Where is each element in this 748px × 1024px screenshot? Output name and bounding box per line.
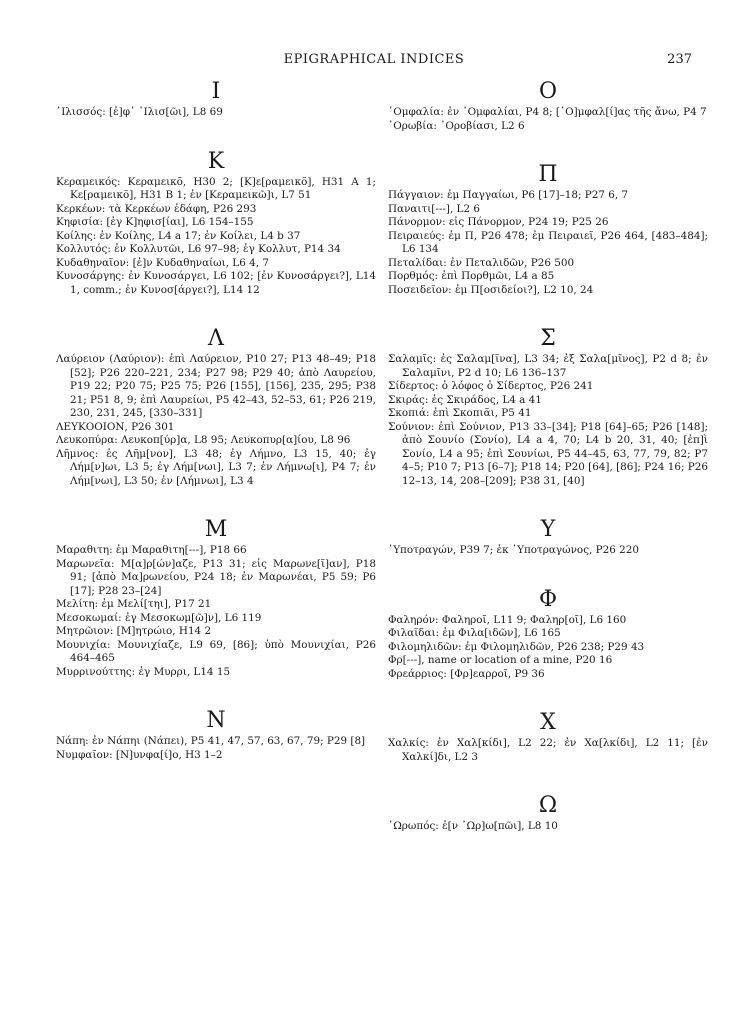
index-section: [56, 78, 376, 120]
section-letter: Λ: [208, 326, 224, 351]
entry-list: [388, 353, 708, 488]
left-column: [56, 78, 376, 790]
entry-list: [388, 189, 708, 297]
index-section: [56, 148, 376, 298]
section-letter: N: [206, 708, 226, 733]
index-entry: Νάπη: ἐν Νάπηι (Νάπει), P5 41, 47, 57, 63, 67, 79; P29 [8]: [56, 735, 366, 747]
index-entry: Σαλαμῖς: ἐς Σαλαμ[ῖνα], L3 34; ἐξ Σαλα[μῖνος], P2 d 8; ἐν Σαλαμῖνι, P2 d 10; L6 136–137: [388, 353, 708, 379]
index-entry: ᾽Ωρωπός: ἐ[ν ᾽Ωρ]ω[πῶι], L8 10: [388, 820, 558, 832]
entry-list: [56, 544, 376, 679]
index-entry: Φρεάρριος: [Φρ]εαρροῖ, P9 36: [388, 667, 545, 680]
index-section: [388, 516, 708, 558]
index-entry: Παναιτι[---], L2 6: [388, 202, 480, 215]
index-entry: Κηφισία: [ἐγ Κ]ηφισ[ίαι], L6 154–155: [56, 216, 254, 228]
index-entry: Πεταλίδαι: ἐν Πεταλιδῶν, P26 500: [388, 256, 575, 269]
index-entry: ᾽Ομφαλία: ἐν ᾽Ομφαλίαι, P4 8; [᾽Ο]μφαλ[ί]ας τῆς ἄνω, P4 7: [388, 106, 707, 118]
entry-list: [56, 176, 376, 298]
index-entry: Πάνορμον: εἰς Πάνορμον, P24 19; P25 26: [388, 216, 609, 228]
index-entry: Σκοπιά: ἐπὶ Σκοπιᾶι, P5 41: [388, 407, 532, 419]
index-entry: Φρ[---], name or location of a mine, P20 16: [388, 654, 613, 666]
index-section: [388, 78, 708, 133]
entry-list: [388, 106, 708, 133]
index-entry: Μεσοκωμαί: ἐγ Μεσοκωμ[ῶ]ν], L6 119: [56, 611, 262, 624]
index-entry: ΛΕΥΚΟΟΙΟΝ, P26 301: [56, 420, 175, 433]
index-entry: Μητρῶιον: [Μ]ητρώιο, H14 2: [56, 625, 212, 637]
entry-list: [388, 737, 708, 764]
index-entry: Μουνιχία: Μουνιχίαζε, L9 69, [86]; ὑπὸ Μουνιχίαι, P26 464–465: [56, 638, 376, 664]
page-number: 237: [667, 52, 692, 67]
entry-list: [56, 735, 376, 762]
index-entry: Μυρρινούττης: ἐγ Μυρρι, L14 15: [56, 665, 231, 678]
index-entry: ᾽Ορωβία: ᾽Οροβίασι, L2 6: [388, 119, 525, 132]
page-header: [0, 52, 748, 72]
index-section: [388, 709, 708, 764]
index-section: [388, 792, 708, 834]
section-letter: Φ: [538, 586, 558, 612]
index-entry: Σούνιον: ἐπὶ Σούνιον, P13 33–[34]; P18 [64]–65; P26 [148]; ἀπὸ Σουνίο (Σονίο), L4 a 4, 70; L4 b 20, 31, 40; [ἐπ]ὶ Σονίο, L4 a 95; ἐπὶ Σουνίωι, P5 44–45, 63, 77, 79, 82; P7 4–5; P10 7; P13 [6–7]; P18 14; P20 [64], [86]; P24 16; P26 12–13, 14, 208–[209]; P38 31, [40]: [388, 420, 708, 487]
index-entry: Μαραθιτη: ἐμ Μαραθιτη[---], P18 66: [56, 544, 247, 556]
index-entry: Μελίτη: ἐμ Μελί[τηι], P17 21: [56, 598, 212, 610]
section-letter: Υ: [540, 517, 556, 542]
index-entry: Κυδαθηναῖον: [ἐ]ν Κυδαθηναίωι, L6 4, 7: [56, 256, 269, 269]
running-title: EPIGRAPHICAL INDICES: [283, 52, 465, 67]
index-entry: Μαρωνεῖα: Μ[α]ρ[ών]αζε, P13 31; εἰς Μαρωνε[ῖ]αν], P18 91; [ἀπὸ Μα]ρωνείου, P24 18; ἐν Μαρωνέαι, P5 59; P6 [17]; P28 23–[24]: [56, 557, 376, 597]
section-letter: Π: [538, 162, 558, 187]
index-entry: Φαληρόν: Φαληροῖ, L11 9; Φαληρ[οῖ], L6 160: [388, 613, 627, 626]
index-entry: Χαλκίς: ἐν Χαλ[κίδι], L2 22; ἐν Χα[λκίδι], L2 11; [ἐν Χαλκί]δι, L2 3: [388, 737, 708, 763]
index-entry: Σίδερτος: ὁ λόφος ὁ Σίδερτος, P26 241: [388, 380, 594, 392]
index-entry: Πάγγαιον: ἐμ Παγγαίωι, P6 [17]–18; P27 6, 7: [388, 189, 629, 201]
section-letter: O: [538, 79, 558, 104]
index-entry: ῾Υποτραγών, P39 7; ἐκ ῾Υποτραγώνος, P26 220: [388, 544, 639, 556]
index-entry: Φιλαῖδαι: ἐμ Φιλα[ιδῶν], L6 165: [388, 627, 561, 639]
index-section: [388, 325, 708, 488]
index-entry: Νυμφαῖον: [Ν]υνφα[ί]ο, H3 1–2: [56, 748, 223, 761]
index-section: [56, 516, 376, 679]
section-letter: M: [204, 517, 228, 542]
index-entry: Λευκοπύρα: Λευκοπ[ύρ]α, L8 95; Λευκοπυρ[α]ίου, L8 96: [56, 434, 351, 446]
index-entry: Κοίλης: ἐν Κοίλης, L4 a 17; ἐν Κοίλει, L4 b 37: [56, 229, 301, 242]
index-entry: Πειραιεύς: ἐμ Π, P26 478; ἐμ Πειραιεῖ, P26 464, [483–484]; L6 134: [388, 229, 708, 255]
section-letter: Σ: [540, 326, 556, 351]
entry-list: [388, 544, 708, 558]
index-entry: Ποσειδεῖον: ἐμ Π[οσιδείοι?], L2 10, 24: [388, 283, 594, 296]
index-entry: Λῆμνος: ἐς Λῆμ[νον], L3 48; ἐγ Λήμνο, L3 15, 40; ἐγ Λήμ[ν]ωι, L3 5; ἐγ Λήμ[νωι], L3 7; ἐν Λήμνω[ι], P4 7; ἐν Λήμ[νωι], L3 50; ἐν [Λήμνωι], L3 4: [56, 447, 376, 487]
index-section: [388, 586, 708, 682]
right-column: [388, 78, 708, 862]
entry-list: [56, 106, 376, 120]
index-entry: Φιλομηλιδῶν: ἐμ Φιλομηλιδῶν, P26 238; P29 43: [388, 640, 645, 653]
index-entry: ῾Ιλισσός: [ἐ]φ᾽ ῾Ιλισ[ῶι], L8 69: [56, 106, 223, 118]
section-letter: K: [207, 148, 225, 174]
index-entry: Κυνοσάργης: ἐν Κυνοσάργει, L6 102; [ἐν Κυνοσάργει?], L14 1, comm.; ἐν Κυνοσ[άργει?], L14 12: [56, 270, 376, 296]
index-entry: Κεραμεικός: Κεραμεικõ, H30 2; [Κ]ε[ραμεικõ], H31 A 1; Κε[ραμεικõ], H31 B 1; ἐν [Κεραμεικῶ]ι, L7 51: [56, 175, 376, 201]
index-section: [388, 161, 708, 297]
index-entry: Πορθμός: ἐπὶ Πορθμῶι, L4 a 85: [388, 270, 555, 282]
entry-list: [56, 353, 376, 488]
section-letter: Ω: [538, 793, 558, 818]
entry-list: [388, 820, 708, 834]
entry-list: [388, 614, 708, 682]
index-section: [56, 325, 376, 488]
index-entry: Κολλυτός: ἐν Κολλυτῶι, L6 97–98; ἐγ Κολλυτ, P14 34: [56, 243, 341, 255]
section-letter: X: [540, 710, 556, 735]
index-section: [56, 707, 376, 762]
index-entry: Λαύρειον (Λαύριον): ἐπὶ Λαύρειον, P10 27; P13 48–49; P18 [52]; P26 220–221, 234; P27 98; P29 40; ἀπὸ Λαυρείου, P19 22; P20 75; P25 75; P26 [155], [156], 235, 295; P38 21; P51 8, 9; ἐπὶ Λαυρείωι, P5 42–43, 52–53, 61; P26 219, 230, 231, 245, [330–331]: [56, 353, 376, 419]
section-letter: I: [211, 79, 221, 104]
index-entry: Κερκέων: τὰ Κερκέων ἐδάφη, P26 293: [56, 202, 257, 215]
index-entry: Σκιράς: ἐς Σκιράδος, L4 a 41: [388, 393, 542, 406]
